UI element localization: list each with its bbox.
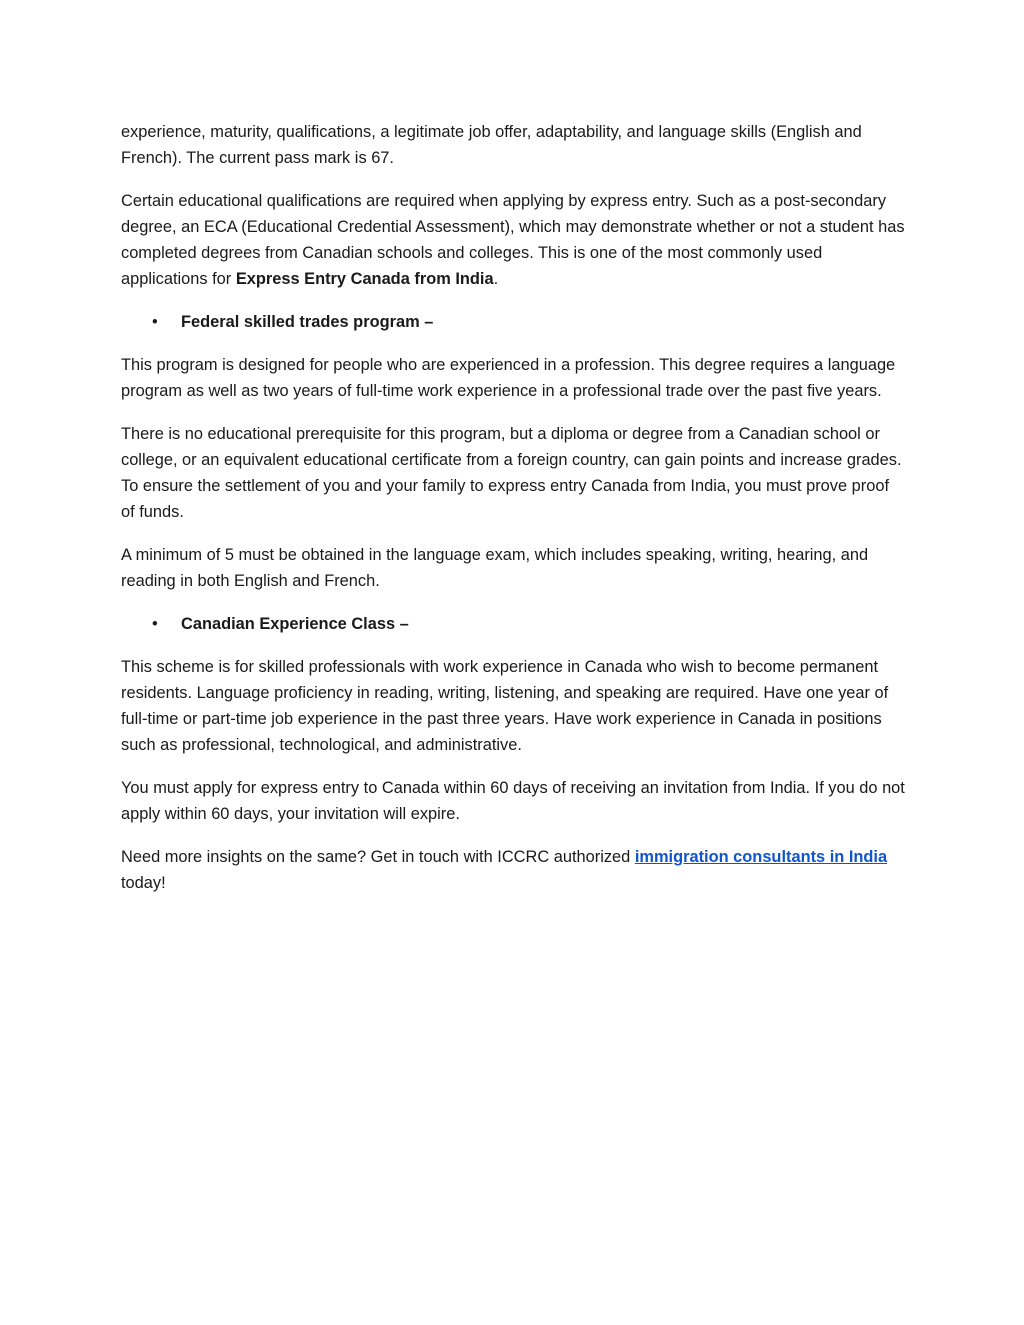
paragraph-educational-qualifications xyxy=(121,188,906,292)
bullet-label: Federal skilled trades program – xyxy=(181,313,434,331)
bold-phrase-express-entry: Express Entry Canada from India xyxy=(235,270,494,288)
paragraph-text: Certain educational qualifications are required when applying by express entry. Such as a post-secondary degree, an ECA (Educational Credential Assessment), which may demonstrate whether or not a student has completed degrees from Canadian schools and colleges. This is one of the most commonly used applications for xyxy=(121,192,905,288)
bullet-dot-icon: • xyxy=(152,313,158,331)
paragraph-end: . xyxy=(493,270,499,288)
paragraph-language-exam: A minimum of 5 must be obtained in the language exam, which includes speaking, writing, hearing, and reading in both English and French. xyxy=(121,546,869,590)
document-page xyxy=(121,119,906,913)
paragraph-apply-deadline: You must apply for express entry to Canada within 60 days of receiving an invitation from India. If you do not apply within 60 days, your invitation will expire. xyxy=(121,779,905,823)
paragraph-end: today! xyxy=(121,874,166,892)
paragraph-educational-prerequisite: There is no educational prerequisite for this program, but a diploma or degree from a Canadian school or college, or an equivalent educational certificate from a foreign country, can gain points and increase grades. To ensure the settlement of you and your family to express entry Canada from India, you must prove proof of funds. xyxy=(121,425,902,521)
paragraph-call-to-action xyxy=(121,844,906,896)
bullet-federal-skilled-trades xyxy=(121,309,906,335)
paragraph-scheme-description: This scheme is for skilled professionals with work experience in Canada who wish to become permanent residents. Language proficiency in reading, writing, listening, and speaking are required. Have one year of full-time or part-time job experience in the past three years. Have work experience in Canada in positions such as professional, technological, and administrative. xyxy=(121,658,889,754)
paragraph-program-design: This program is designed for people who are experienced in a profession. This degree requires a language program as well as two years of full-time work experience in a professional trade over the past five years. xyxy=(121,356,896,400)
bullet-dot-icon: • xyxy=(152,615,158,633)
paragraph-text: Need more insights on the same? Get in touch with ICCRC authorized xyxy=(121,848,635,866)
bullet-label: Canadian Experience Class – xyxy=(181,615,409,633)
paragraph-pass-mark: experience, maturity, qualifications, a legitimate job offer, adaptability, and language skills (English and French). The current pass mark is 67. xyxy=(121,123,862,167)
immigration-consultants-link[interactable]: immigration consultants in India xyxy=(634,848,888,866)
bullet-canadian-experience-class xyxy=(121,611,906,637)
